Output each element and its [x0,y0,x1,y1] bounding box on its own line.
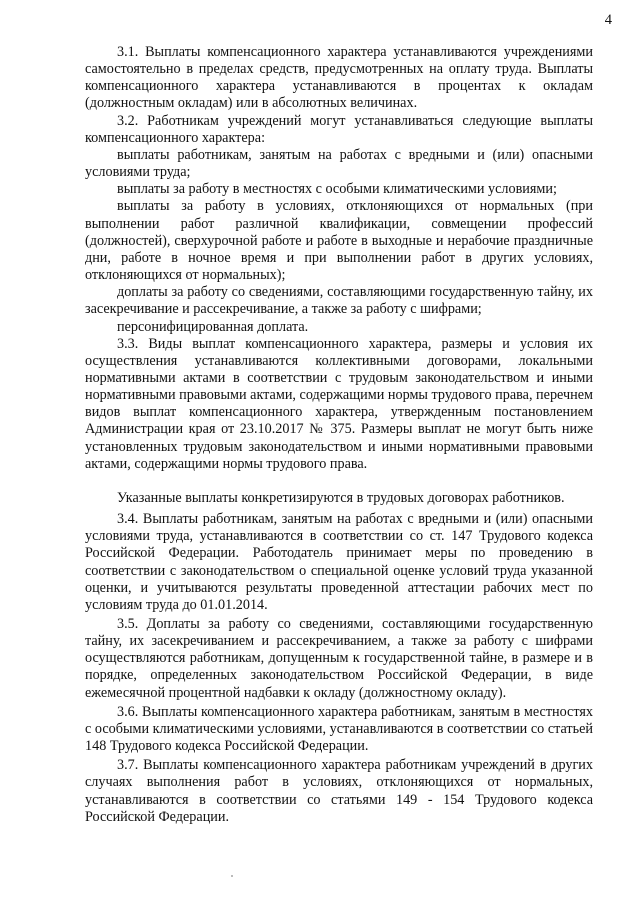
scan-dot [231,875,233,877]
paragraph-3-2: 3.2. Работникам учреждений могут устанавливаться следующие выплаты компенсационного характера: [85,112,593,146]
list-item-harmful-conditions: выплаты работникам, занятым на работах с вредными и (или) опасными условиями труда; [85,146,593,181]
page-number: 4 [604,12,612,28]
paragraph-3-6: 3.6. Выплаты компенсационного характера работникам, занятым в местностях с особыми климатическими условиями, устанавливаются в соответствии со статьей 148 Трудового кодекса Российской Федерации. [85,703,593,755]
paragraph-3-4: 3.4. Выплаты работникам, занятым на работах с вредными и (или) опасными условиями труда, устанавливаются в соответствии со ст. 147 Трудового кодекса Российской Федерации. Работодатель принимает меры по проведению в соответствии с законодательством о специальной оценке условий труда указанной оценки, и учитываются результаты проведенной аттестации рабочих мест по условиям труда до 01.01.2014. [85,511,593,613]
list-item-state-secret: доплаты за работу со сведениями, составляющими государственную тайну, их засекречивание и рассекречивание, а также за работу с шифрами; [85,284,593,318]
list-item-abnormal-conditions: выплаты за работу в условиях, отклоняющихся от нормальных (при выполнении работ различной квалификации, совмещении профессий (должностей), сверхурочной работе и работе в выходные и нерабочие праздничные дни, работе в ночное время и при выполнении работ в других условиях, отклоняющихся от нормальных); [85,198,593,284]
paragraph-3-7: 3.7. Выплаты компенсационного характера работникам учреждений в других случаях выполнения работ в условиях, отклоняющихся от нормальных, устанавливаются в соответствии со статьями 149 - 154 Трудового кодекса Российской Федерации. [85,757,593,825]
list-item-personal-bonus: персонифицированная доплата. [117,318,309,335]
paragraph-3-1: 3.1. Выплаты компенсационного характера устанавливаются учреждениями самостоятельно в пределах средств, предусмотренных на оплату труда. Выплаты компенсационного характера устанавливаются в процентах к окладам (должностным окладам) или в абсолютных величинах. [85,44,593,112]
paragraph-3-5: 3.5. Доплаты за работу со сведениями, составляющими государственную тайну, их засекречиванием и рассекречиванием, а также за работу с шифрами осуществляются работникам, допущенным к государственной тайне, в размере и в порядке, определенных законодательством Российской Федерации, в виде ежемесячной процентной надбавки к окладу (должностному окладу). [85,616,593,701]
document-body [85,44,593,826]
list-item-climate-conditions: выплаты за работу в местностях с особыми климатическими условиями; [117,181,557,198]
paragraph-3-3-specified: Указанные выплаты конкретизируются в трудовых договорах работников. [117,489,565,506]
paragraph-3-3: 3.3. Виды выплат компенсационного характера, размеры и условия их осуществления устанавливаются коллективными договорами, локальными нормативными актами в соответствии с трудовым законодательством и иными нормативными правовыми актами, содержащими нормы трудового права, перечнем видов выплат компенсационного характера, утвержденным постановлением Администрации края от 23.10.2017 № 375. Размеры выплат не могут быть ниже установленных трудовым законодательством и иными нормативными правовыми актами, содержащими нормы трудового права. [85,335,593,472]
